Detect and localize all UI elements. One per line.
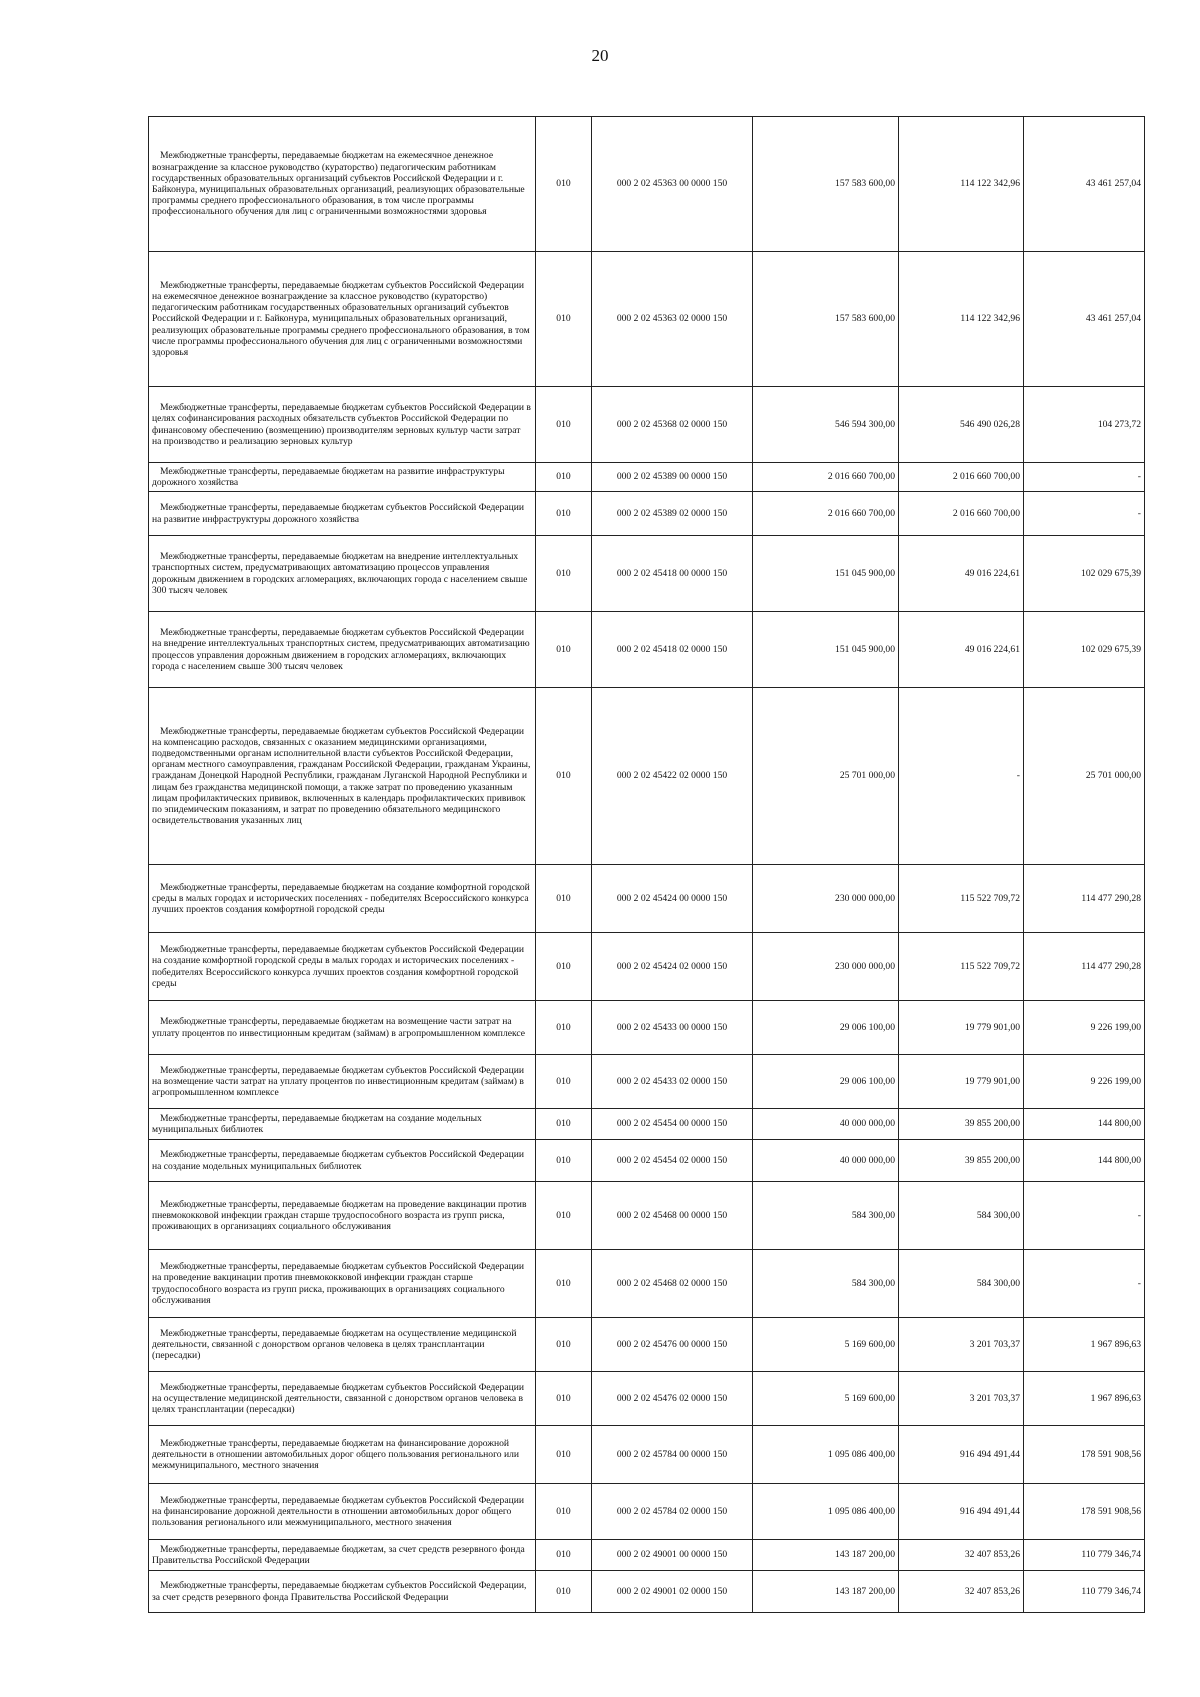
row-planned-amount: 25 701 000,00	[753, 688, 899, 865]
row-classification-code: 000 2 02 45418 00 0000 150	[592, 536, 753, 612]
row-planned-amount: 40 000 000,00	[753, 1109, 899, 1140]
row-executed-amount: 916 494 491,44	[899, 1484, 1024, 1540]
row-classification-code: 000 2 02 45424 00 0000 150	[592, 865, 753, 933]
row-admin-code: 010	[536, 1182, 592, 1250]
table-row	[149, 1484, 1145, 1540]
row-admin-code: 010	[536, 1109, 592, 1140]
table-row	[149, 865, 1145, 933]
table-row	[149, 463, 1145, 492]
row-executed-amount: 49 016 224,61	[899, 536, 1024, 612]
row-classification-code: 000 2 02 49001 02 0000 150	[592, 1571, 753, 1613]
row-description: Межбюджетные трансферты, передаваемые бюджетам на внедрение интеллектуальных транспортных систем, предусматривающих автоматизацию процессов управления дорожным движением в городских агломерациях, включающих города с населением свыше 300 тысяч человек	[149, 536, 536, 612]
table-row	[149, 1372, 1145, 1426]
row-description: Межбюджетные трансферты, передаваемые бюджетам на осуществление медицинской деятельности, связанной с донорством органов человека в целях трансплантации (пересадки)	[149, 1318, 536, 1372]
row-executed-amount: 39 855 200,00	[899, 1140, 1024, 1182]
row-description: Межбюджетные трансферты, передаваемые бюджетам на ежемесячное денежное вознаграждение за классное руководство (кураторство) педагогическим работникам государственных образовательных организаций субъектов Российской Федерации и г. Байконура, муниципальных образовательных организаций, реализующих образовательные программы среднего профессионального образования, в том числе программы профессионального обучения для лиц с ограниченными возможностями здоровья	[149, 117, 536, 252]
row-description: Межбюджетные трансферты, передаваемые бюджетам субъектов Российской Федерации, за счет средств резервного фонда Правительства Российской Федерации	[149, 1571, 536, 1613]
row-planned-amount: 584 300,00	[753, 1250, 899, 1318]
row-admin-code: 010	[536, 1484, 592, 1540]
row-classification-code: 000 2 02 45468 00 0000 150	[592, 1182, 753, 1250]
row-description: Межбюджетные трансферты, передаваемые бюджетам субъектов Российской Федерации на внедрение интеллектуальных транспортных систем, предусматривающих автоматизацию процессов управления дорожным движением в городских агломерациях, включающих города с населением свыше 300 тысяч человек	[149, 612, 536, 688]
row-description: Межбюджетные трансферты, передаваемые бюджетам субъектов Российской Федерации в целях софинансирования расходных обязательств субъектов Российской Федерации по финансовому обеспечению (возмещению) производителям зерновых культур части затрат на производство и реализацию зерновых культур	[149, 387, 536, 463]
row-classification-code: 000 2 02 49001 00 0000 150	[592, 1540, 753, 1571]
row-executed-amount: 39 855 200,00	[899, 1109, 1024, 1140]
row-planned-amount: 151 045 900,00	[753, 536, 899, 612]
row-admin-code: 010	[536, 492, 592, 536]
row-executed-amount: 49 016 224,61	[899, 612, 1024, 688]
table-row	[149, 1426, 1145, 1484]
row-remaining-amount: 178 591 908,56	[1024, 1484, 1145, 1540]
row-classification-code: 000 2 02 45468 02 0000 150	[592, 1250, 753, 1318]
row-executed-amount: 32 407 853,26	[899, 1571, 1024, 1613]
row-description: Межбюджетные трансферты, передаваемые бюджетам субъектов Российской Федерации на создание модельных муниципальных библиотек	[149, 1140, 536, 1182]
row-remaining-amount: 102 029 675,39	[1024, 612, 1145, 688]
row-classification-code: 000 2 02 45363 00 0000 150	[592, 117, 753, 252]
row-planned-amount: 584 300,00	[753, 1182, 899, 1250]
row-classification-code: 000 2 02 45363 02 0000 150	[592, 252, 753, 387]
row-remaining-amount: 9 226 199,00	[1024, 1055, 1145, 1109]
row-planned-amount: 157 583 600,00	[753, 117, 899, 252]
row-description: Межбюджетные трансферты, передаваемые бюджетам, за счет средств резервного фонда Правительства Российской Федерации	[149, 1540, 536, 1571]
row-description: Межбюджетные трансферты, передаваемые бюджетам субъектов Российской Федерации на проведение вакцинации против пневмококковой инфекции граждан старше трудоспособного возраста из групп риска, проживающих в организациях социального обслуживания	[149, 1250, 536, 1318]
row-description: Межбюджетные трансферты, передаваемые бюджетам на проведение вакцинации против пневмококковой инфекции граждан старше трудоспособного возраста из групп риска, проживающих в организациях социального обслуживания	[149, 1182, 536, 1250]
row-remaining-amount: 43 461 257,04	[1024, 117, 1145, 252]
row-remaining-amount: 110 779 346,74	[1024, 1540, 1145, 1571]
row-planned-amount: 151 045 900,00	[753, 612, 899, 688]
row-description: Межбюджетные трансферты, передаваемые бюджетам на создание комфортной городской среды в малых городах и исторических поселениях - победителях Всероссийского конкурса лучших проектов создания комфортной городской среды	[149, 865, 536, 933]
row-remaining-amount: 1 967 896,63	[1024, 1318, 1145, 1372]
row-description: Межбюджетные трансферты, передаваемые бюджетам субъектов Российской Федерации на финансирование дорожной деятельности в отношении автомобильных дорог общего пользования регионального или межмуниципального, местного значения	[149, 1484, 536, 1540]
row-description: Межбюджетные трансферты, передаваемые бюджетам субъектов Российской Федерации на ежемесячное денежное вознаграждение за классное руководство (кураторство) педагогическим работникам государственных образовательных организаций субъектов Российской Федерации и г. Байконура, муниципальных образовательных организаций, реализующих образовательные программы среднего профессионального образования, в том числе программы профессионального обучения для лиц с ограниченными возможностями здоровья	[149, 252, 536, 387]
row-admin-code: 010	[536, 688, 592, 865]
row-remaining-amount: 110 779 346,74	[1024, 1571, 1145, 1613]
row-executed-amount: 3 201 703,37	[899, 1318, 1024, 1372]
row-description: Межбюджетные трансферты, передаваемые бюджетам на создание модельных муниципальных библиотек	[149, 1109, 536, 1140]
row-classification-code: 000 2 02 45784 02 0000 150	[592, 1484, 753, 1540]
table-row	[149, 1540, 1145, 1571]
row-remaining-amount: 43 461 257,04	[1024, 252, 1145, 387]
budget-table	[148, 116, 1145, 1613]
row-admin-code: 010	[536, 1426, 592, 1484]
table-row	[149, 1318, 1145, 1372]
row-description: Межбюджетные трансферты, передаваемые бюджетам субъектов Российской Федерации на развитие инфраструктуры дорожного хозяйства	[149, 492, 536, 536]
row-planned-amount: 29 006 100,00	[753, 1001, 899, 1055]
row-remaining-amount: -	[1024, 463, 1145, 492]
row-admin-code: 010	[536, 117, 592, 252]
row-classification-code: 000 2 02 45784 00 0000 150	[592, 1426, 753, 1484]
row-classification-code: 000 2 02 45476 00 0000 150	[592, 1318, 753, 1372]
row-executed-amount: 584 300,00	[899, 1250, 1024, 1318]
row-admin-code: 010	[536, 1571, 592, 1613]
row-classification-code: 000 2 02 45389 02 0000 150	[592, 492, 753, 536]
table-row	[149, 1571, 1145, 1613]
table-row	[149, 1109, 1145, 1140]
row-description: Межбюджетные трансферты, передаваемые бюджетам субъектов Российской Федерации на возмещение части затрат на уплату процентов по инвестиционным кредитам (займам) в агропромышленном комплексе	[149, 1055, 536, 1109]
row-planned-amount: 143 187 200,00	[753, 1571, 899, 1613]
row-admin-code: 010	[536, 612, 592, 688]
row-description: Межбюджетные трансферты, передаваемые бюджетам на развитие инфраструктуры дорожного хозяйства	[149, 463, 536, 492]
row-planned-amount: 5 169 600,00	[753, 1318, 899, 1372]
row-remaining-amount: 9 226 199,00	[1024, 1001, 1145, 1055]
row-description: Межбюджетные трансферты, передаваемые бюджетам на возмещение части затрат на уплату процентов по инвестиционным кредитам (займам) в агропромышленном комплексе	[149, 1001, 536, 1055]
row-admin-code: 010	[536, 1250, 592, 1318]
row-planned-amount: 546 594 300,00	[753, 387, 899, 463]
row-planned-amount: 157 583 600,00	[753, 252, 899, 387]
row-planned-amount: 143 187 200,00	[753, 1540, 899, 1571]
row-executed-amount: 19 779 901,00	[899, 1055, 1024, 1109]
page-number: 20	[591, 46, 609, 65]
row-admin-code: 010	[536, 463, 592, 492]
row-remaining-amount: 114 477 290,28	[1024, 933, 1145, 1001]
row-description: Межбюджетные трансферты, передаваемые бюджетам субъектов Российской Федерации на создание комфортной городской среды в малых городах и исторических поселениях - победителях Всероссийского конкурса лучших проектов создания комфортной городской среды	[149, 933, 536, 1001]
row-remaining-amount: 178 591 908,56	[1024, 1426, 1145, 1484]
row-admin-code: 010	[536, 536, 592, 612]
row-admin-code: 010	[536, 1140, 592, 1182]
row-remaining-amount: 114 477 290,28	[1024, 865, 1145, 933]
row-executed-amount: 32 407 853,26	[899, 1540, 1024, 1571]
row-planned-amount: 5 169 600,00	[753, 1372, 899, 1426]
row-classification-code: 000 2 02 45476 02 0000 150	[592, 1372, 753, 1426]
row-planned-amount: 40 000 000,00	[753, 1140, 899, 1182]
row-executed-amount: 114 122 342,96	[899, 117, 1024, 252]
row-admin-code: 010	[536, 933, 592, 1001]
table-row	[149, 1182, 1145, 1250]
row-executed-amount: 584 300,00	[899, 1182, 1024, 1250]
row-admin-code: 010	[536, 865, 592, 933]
row-executed-amount: -	[899, 688, 1024, 865]
row-remaining-amount: 144 800,00	[1024, 1109, 1145, 1140]
table-row	[149, 536, 1145, 612]
row-executed-amount: 19 779 901,00	[899, 1001, 1024, 1055]
row-planned-amount: 2 016 660 700,00	[753, 492, 899, 536]
row-remaining-amount: 104 273,72	[1024, 387, 1145, 463]
row-classification-code: 000 2 02 45422 02 0000 150	[592, 688, 753, 865]
row-classification-code: 000 2 02 45424 02 0000 150	[592, 933, 753, 1001]
row-classification-code: 000 2 02 45418 02 0000 150	[592, 612, 753, 688]
row-description: Межбюджетные трансферты, передаваемые бюджетам субъектов Российской Федерации на осуществление медицинской деятельности, связанной с донорством органов человека в целях трансплантации (пересадки)	[149, 1372, 536, 1426]
row-executed-amount: 3 201 703,37	[899, 1372, 1024, 1426]
row-admin-code: 010	[536, 1372, 592, 1426]
row-classification-code: 000 2 02 45433 02 0000 150	[592, 1055, 753, 1109]
table-row	[149, 492, 1145, 536]
table-row	[149, 1001, 1145, 1055]
row-executed-amount: 115 522 709,72	[899, 933, 1024, 1001]
table-row	[149, 688, 1145, 865]
row-planned-amount: 1 095 086 400,00	[753, 1426, 899, 1484]
row-description: Межбюджетные трансферты, передаваемые бюджетам на финансирование дорожной деятельности в отношении автомобильных дорог общего пользования регионального или межмуниципального, местного значения	[149, 1426, 536, 1484]
row-classification-code: 000 2 02 45433 00 0000 150	[592, 1001, 753, 1055]
table-row	[149, 1140, 1145, 1182]
row-remaining-amount: 1 967 896,63	[1024, 1372, 1145, 1426]
table-row	[149, 1055, 1145, 1109]
row-admin-code: 010	[536, 252, 592, 387]
row-remaining-amount: 25 701 000,00	[1024, 688, 1145, 865]
row-planned-amount: 230 000 000,00	[753, 865, 899, 933]
row-remaining-amount: -	[1024, 1182, 1145, 1250]
row-description: Межбюджетные трансферты, передаваемые бюджетам субъектов Российской Федерации на компенсацию расходов, связанных с оказанием медицинскими организациями, подведомственными органам исполнительной власти субъектов Российской Федерации, органам местного самоуправления, гражданам Российской Федерации, гражданам Украины, гражданам Донецкой Народной Республики, гражданам Луганской Народной Республики и лицам без гражданства медицинской помощи, а также затрат по проведению указанным лицам профилактических прививок, включенных в календарь профилактических прививок по эпидемическим показаниям, и затрат по проведению обязательного медицинского освидетельствования указанных лиц	[149, 688, 536, 865]
row-executed-amount: 2 016 660 700,00	[899, 463, 1024, 492]
row-executed-amount: 916 494 491,44	[899, 1426, 1024, 1484]
row-executed-amount: 114 122 342,96	[899, 252, 1024, 387]
row-planned-amount: 2 016 660 700,00	[753, 463, 899, 492]
row-executed-amount: 546 490 026,28	[899, 387, 1024, 463]
row-remaining-amount: -	[1024, 1250, 1145, 1318]
row-admin-code: 010	[536, 1318, 592, 1372]
table-row	[149, 117, 1145, 252]
table-row	[149, 252, 1145, 387]
table-row	[149, 1250, 1145, 1318]
row-admin-code: 010	[536, 1001, 592, 1055]
row-classification-code: 000 2 02 45389 00 0000 150	[592, 463, 753, 492]
row-planned-amount: 29 006 100,00	[753, 1055, 899, 1109]
row-planned-amount: 230 000 000,00	[753, 933, 899, 1001]
row-admin-code: 010	[536, 387, 592, 463]
budget-table-body	[149, 117, 1145, 1613]
table-row	[149, 933, 1145, 1001]
row-remaining-amount: 144 800,00	[1024, 1140, 1145, 1182]
row-admin-code: 010	[536, 1540, 592, 1571]
row-remaining-amount: -	[1024, 492, 1145, 536]
row-planned-amount: 1 095 086 400,00	[753, 1484, 899, 1540]
table-row	[149, 387, 1145, 463]
table-row	[149, 612, 1145, 688]
row-admin-code: 010	[536, 1055, 592, 1109]
row-executed-amount: 115 522 709,72	[899, 865, 1024, 933]
row-classification-code: 000 2 02 45368 02 0000 150	[592, 387, 753, 463]
row-classification-code: 000 2 02 45454 00 0000 150	[592, 1109, 753, 1140]
row-remaining-amount: 102 029 675,39	[1024, 536, 1145, 612]
row-executed-amount: 2 016 660 700,00	[899, 492, 1024, 536]
row-classification-code: 000 2 02 45454 02 0000 150	[592, 1140, 753, 1182]
